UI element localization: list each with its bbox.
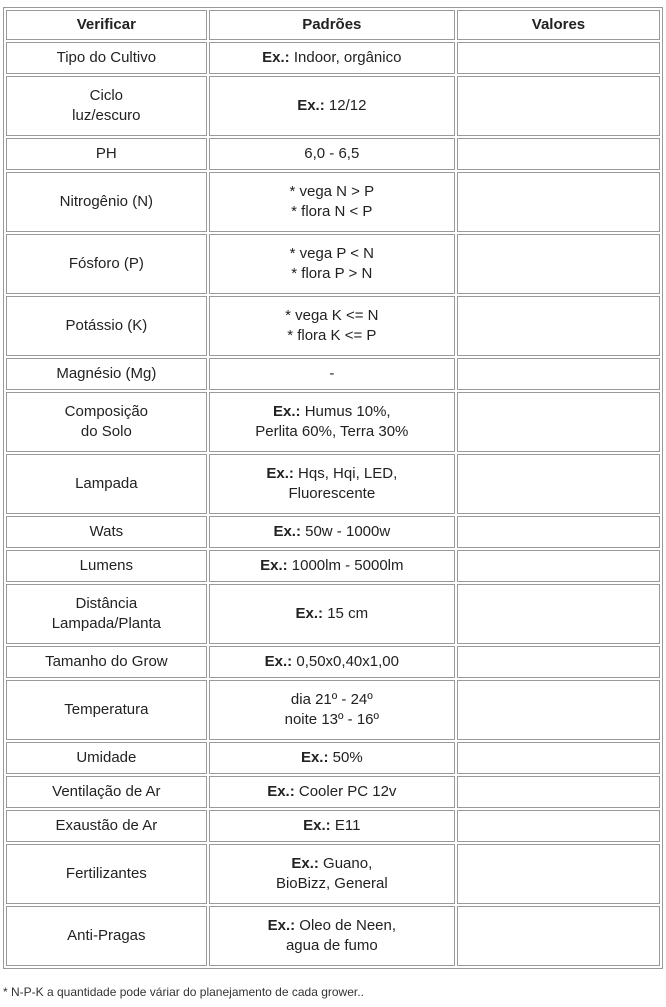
standard-text: Perlita 60%, Terra 30%: [255, 423, 409, 440]
standard-cell: [209, 76, 455, 136]
value-cell[interactable]: [457, 742, 660, 774]
standard-cell: [209, 234, 455, 294]
check-cell: [6, 550, 207, 582]
standard-line: [214, 522, 450, 542]
example-prefix: Ex.:: [262, 49, 290, 66]
standard-text: 12/12: [328, 97, 367, 114]
standard-line: [214, 916, 450, 936]
value-cell[interactable]: [457, 358, 660, 390]
check-cell: [6, 584, 207, 644]
standard-text: 15 cm: [327, 605, 369, 622]
example-prefix: Ex.:: [303, 817, 331, 834]
value-cell[interactable]: [457, 584, 660, 644]
example-prefix: Ex.:: [273, 523, 301, 540]
standard-text: 50w - 1000w: [305, 523, 391, 540]
example-prefix: Ex.:: [273, 403, 301, 420]
standard-text: dia 21º - 24º: [290, 691, 373, 708]
standard-line: [214, 422, 450, 442]
standard-line: [214, 874, 450, 894]
example-prefix: Ex.:: [266, 465, 294, 482]
table-row: [6, 76, 660, 136]
check-label: Potássio (K): [65, 317, 148, 334]
value-cell[interactable]: [457, 776, 660, 808]
standard-cell: [209, 358, 455, 390]
check-label: Lampada/Planta: [51, 615, 161, 632]
grow-checklist-table: [3, 7, 663, 969]
standard-line: [214, 690, 450, 710]
header-row: [6, 10, 660, 40]
check-cell: [6, 138, 207, 170]
standard-cell: [209, 680, 455, 740]
standard-cell: [209, 906, 455, 966]
check-cell: [6, 234, 207, 294]
value-cell[interactable]: [457, 296, 660, 356]
table-row: [6, 810, 660, 842]
standard-line: [214, 48, 450, 68]
standard-text: Oleo de Neen,: [299, 917, 397, 934]
standard-cell: [209, 776, 455, 808]
value-cell[interactable]: [457, 680, 660, 740]
check-cell: [6, 172, 207, 232]
standard-text: * flora P > N: [291, 265, 373, 282]
standard-line: [214, 484, 450, 504]
standard-line: [214, 202, 450, 222]
check-label: Fertilizantes: [65, 865, 147, 882]
standard-text: * vega N > P: [289, 183, 375, 200]
standard-line: [214, 264, 450, 284]
header-padroes: Padrões: [209, 10, 455, 40]
check-cell: [6, 358, 207, 390]
table-row: [6, 516, 660, 548]
table-row: [6, 392, 660, 452]
standard-line: [214, 402, 450, 422]
value-cell[interactable]: [457, 76, 660, 136]
check-cell: [6, 646, 207, 678]
table-row: [6, 906, 660, 966]
table-row: [6, 138, 660, 170]
table-row: [6, 844, 660, 904]
check-cell: [6, 516, 207, 548]
standard-cell: [209, 646, 455, 678]
check-cell: [6, 392, 207, 452]
table-row: [6, 358, 660, 390]
table-row: [6, 172, 660, 232]
check-label: do Solo: [80, 423, 132, 440]
standard-line: [214, 306, 450, 326]
check-cell: [6, 810, 207, 842]
value-cell[interactable]: [457, 550, 660, 582]
standard-line: [214, 652, 450, 672]
check-label: Exaustão de Ar: [55, 817, 158, 834]
check-label: Nitrogênio (N): [59, 193, 154, 210]
value-cell[interactable]: [457, 392, 660, 452]
example-prefix: Ex.:: [267, 783, 295, 800]
standard-line: [214, 144, 450, 164]
check-cell: [6, 680, 207, 740]
standard-line: [214, 936, 450, 956]
table-row: [6, 680, 660, 740]
value-cell[interactable]: [457, 234, 660, 294]
check-label: Fósforo (P): [68, 255, 144, 272]
header-valores: Valores: [457, 10, 660, 40]
value-cell[interactable]: [457, 172, 660, 232]
standard-text: E11: [334, 817, 361, 834]
check-cell: [6, 776, 207, 808]
standard-cell: [209, 296, 455, 356]
standard-cell: [209, 810, 455, 842]
standard-line: [214, 326, 450, 346]
table-row: [6, 550, 660, 582]
example-prefix: Ex.:: [300, 749, 329, 766]
standard-cell: [209, 138, 455, 170]
standard-cell: [209, 742, 455, 774]
standard-text: -: [329, 365, 335, 382]
standard-text: * flora K <= P: [287, 327, 377, 344]
check-label: Wats: [89, 523, 124, 540]
example-prefix: Ex.:: [295, 605, 324, 622]
check-cell: [6, 742, 207, 774]
standard-cell: [209, 550, 455, 582]
check-label: Anti-Pragas: [67, 927, 146, 944]
table-row: [6, 234, 660, 294]
standard-text: * vega P < N: [289, 245, 374, 262]
footnote: * N-P-K a quantidade pode váriar do planejamento de cada grower..: [3, 985, 364, 999]
standard-text: agua de fumo: [285, 937, 378, 954]
check-label: Ciclo: [89, 87, 124, 104]
value-cell[interactable]: [457, 906, 660, 966]
standard-line: [214, 782, 450, 802]
standard-line: [214, 182, 450, 202]
example-prefix: Ex.:: [291, 855, 319, 872]
check-label: Tipo do Cultivo: [56, 49, 157, 66]
standard-text: Humus 10%,: [304, 403, 391, 420]
standard-line: [214, 816, 450, 836]
check-cell: [6, 42, 207, 74]
header-verificar: Verificar: [6, 10, 207, 40]
table-row: [6, 776, 660, 808]
value-cell[interactable]: [457, 42, 660, 74]
standard-text: 6,0 - 6,5: [304, 145, 360, 162]
standard-cell: [209, 392, 455, 452]
check-cell: [6, 76, 207, 136]
standard-text: * vega K <= N: [285, 307, 379, 324]
standard-text: 1000lm - 5000lm: [291, 557, 404, 574]
check-label: Lumens: [79, 557, 134, 574]
value-cell[interactable]: [457, 646, 660, 678]
standard-text: 50%: [332, 749, 363, 766]
check-cell: [6, 296, 207, 356]
standard-text: Guano,: [323, 855, 373, 872]
standard-line: [214, 96, 450, 116]
check-label: Umidade: [76, 749, 137, 766]
example-prefix: Ex.:: [297, 97, 325, 114]
value-cell[interactable]: [457, 138, 660, 170]
check-label: Magnésio (Mg): [56, 365, 157, 382]
standard-line: [214, 604, 450, 624]
standard-cell: [209, 844, 455, 904]
standard-text: Fluorescente: [288, 485, 376, 502]
check-cell: [6, 906, 207, 966]
standard-cell: [209, 454, 455, 514]
check-cell: [6, 454, 207, 514]
table-row: [6, 646, 660, 678]
standard-line: [214, 748, 450, 768]
table-row: [6, 296, 660, 356]
standard-cell: [209, 172, 455, 232]
standard-line: [214, 464, 450, 484]
table-body: [6, 42, 660, 966]
check-label: Ventilação de Ar: [52, 783, 161, 800]
standard-line: [214, 244, 450, 264]
value-cell[interactable]: [457, 516, 660, 548]
standard-line: [214, 854, 450, 874]
standard-line: [214, 556, 450, 576]
table-row: [6, 42, 660, 74]
check-label: Tamanho do Grow: [45, 653, 168, 670]
standard-text: 0,50x0,40x1,00: [296, 653, 399, 670]
check-label: Lampada: [75, 475, 138, 492]
standard-cell: [209, 516, 455, 548]
value-cell[interactable]: [457, 844, 660, 904]
standard-text: * flora N < P: [291, 203, 373, 220]
standard-line: [214, 364, 450, 384]
standard-text: BioBizz, General: [275, 875, 388, 892]
example-prefix: Ex.:: [267, 917, 296, 934]
standard-text: Hqs, Hqi, LED,: [298, 465, 398, 482]
value-cell[interactable]: [457, 454, 660, 514]
example-prefix: Ex.:: [264, 653, 293, 670]
check-label: Distância: [75, 595, 138, 612]
standard-text: Indoor, orgânico: [293, 49, 402, 66]
standard-text: noite 13º - 16º: [284, 711, 379, 728]
standard-cell: [209, 42, 455, 74]
standard-line: [214, 710, 450, 730]
value-cell[interactable]: [457, 810, 660, 842]
check-label: luz/escuro: [72, 107, 141, 124]
table-row: [6, 742, 660, 774]
table-row: [6, 454, 660, 514]
standard-cell: [209, 584, 455, 644]
check-label: PH: [95, 145, 117, 162]
check-label: Composição: [64, 403, 149, 420]
standard-text: Cooler PC 12v: [298, 783, 397, 800]
example-prefix: Ex.:: [260, 557, 288, 574]
check-label: Temperatura: [64, 701, 149, 718]
table-row: [6, 584, 660, 644]
check-cell: [6, 844, 207, 904]
